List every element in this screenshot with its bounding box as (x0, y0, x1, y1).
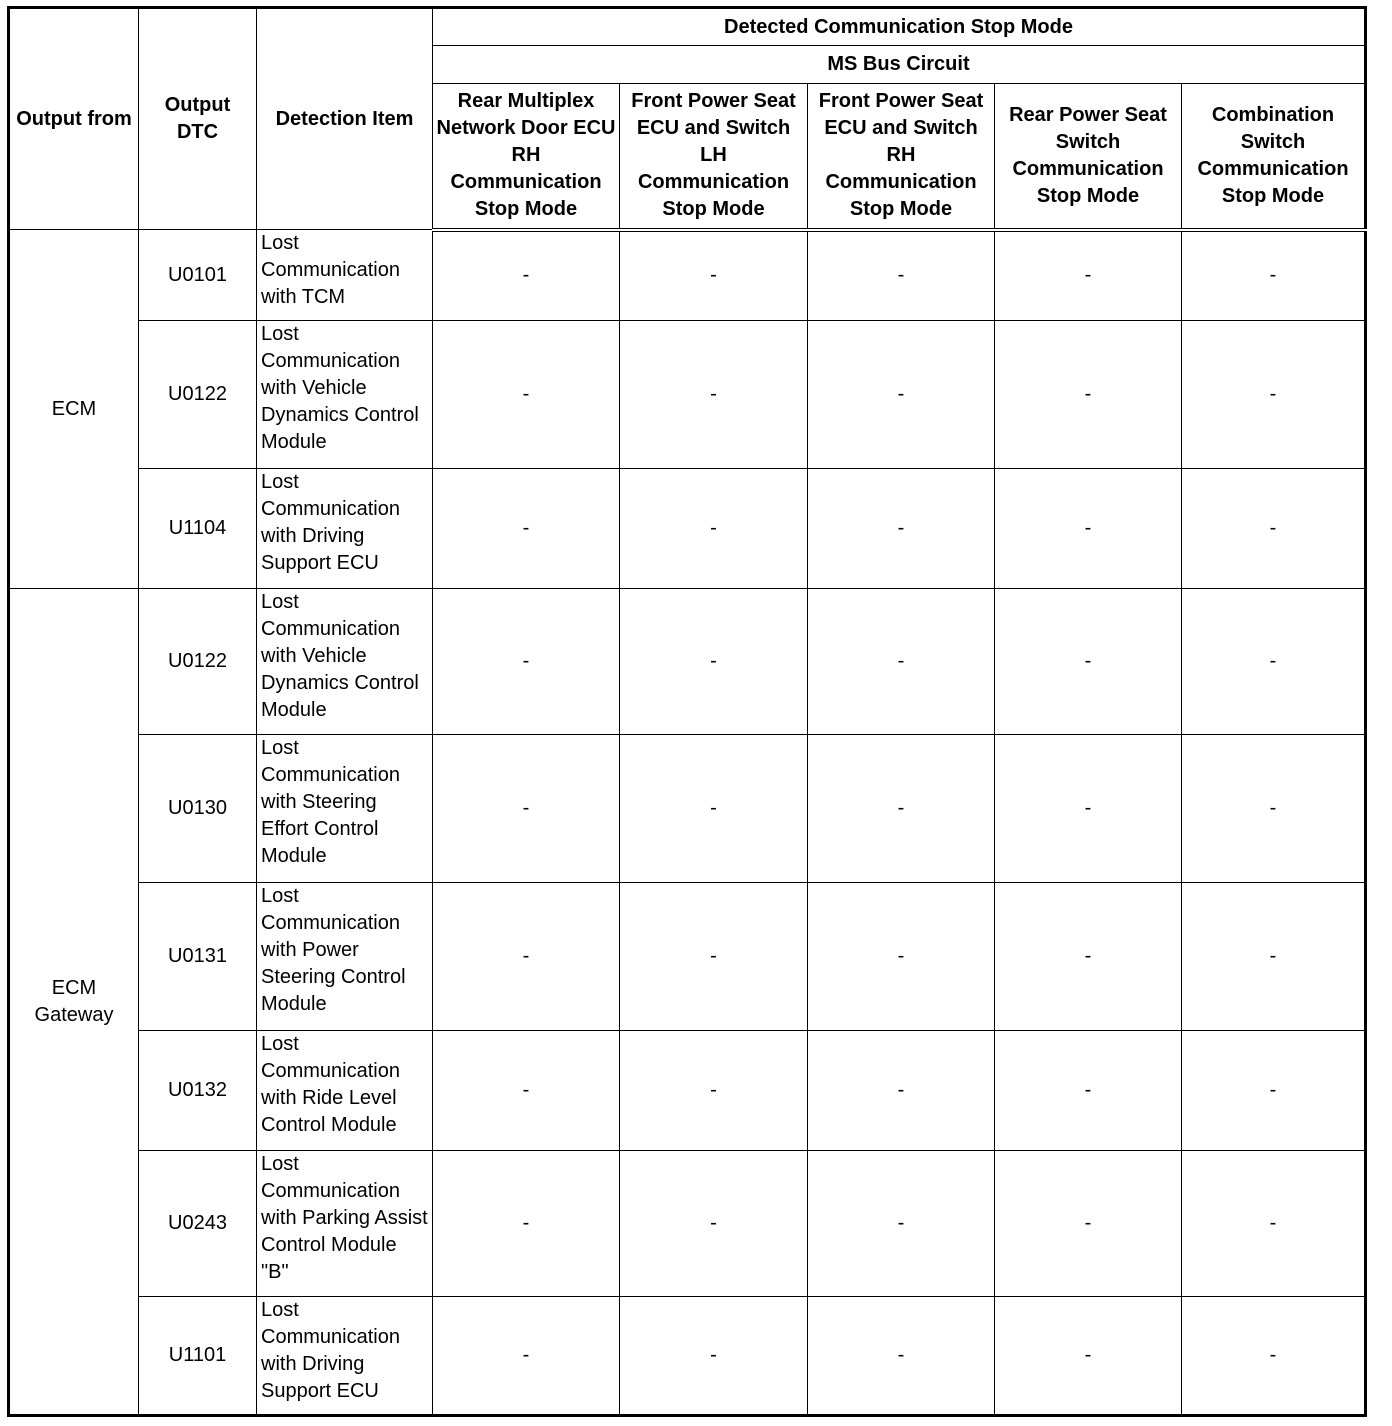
detection-item-cell: Lost Communication with Parking Assist Control Module "B" (257, 1151, 433, 1297)
mode-value-cell: - (620, 321, 808, 469)
mode-value-cell: - (995, 883, 1182, 1031)
mode-value-cell: - (808, 589, 995, 735)
output-from-cell: ECM Gateway (9, 589, 139, 1416)
table-row (9, 321, 1366, 469)
header-mode: Front Power Seat ECU and Switch RH Communication Stop Mode (808, 84, 995, 230)
detection-item-cell: Lost Communication with Vehicle Dynamics Control Module (257, 589, 433, 735)
dtc-cell: U0243 (139, 1151, 257, 1297)
mode-value-cell: - (995, 1151, 1182, 1297)
table-row (9, 883, 1366, 1031)
mode-value-cell: - (995, 589, 1182, 735)
header-output-dtc: Output DTC (139, 8, 257, 230)
mode-value-cell: - (1182, 230, 1366, 321)
mode-value-cell: - (433, 883, 620, 1031)
table-row (9, 1031, 1366, 1151)
mode-value-cell: - (620, 589, 808, 735)
mode-value-cell: - (1182, 469, 1366, 589)
mode-value-cell: - (808, 1297, 995, 1416)
header-mode: Combination Switch Communication Stop Mode (1182, 84, 1366, 230)
mode-value-cell: - (808, 1151, 995, 1297)
detection-item-cell: Lost Communication with Driving Support ECU (257, 469, 433, 589)
mode-value-cell: - (995, 230, 1182, 321)
table-row (9, 735, 1366, 883)
dtc-cell: U0122 (139, 589, 257, 735)
dtc-cell: U0132 (139, 1031, 257, 1151)
mode-value-cell: - (620, 1031, 808, 1151)
detection-item-cell: Lost Communication with Ride Level Control Module (257, 1031, 433, 1151)
mode-value-cell: - (995, 321, 1182, 469)
table-row (9, 1297, 1366, 1416)
mode-value-cell: - (808, 883, 995, 1031)
dtc-cell: U1101 (139, 1297, 257, 1416)
header-output-from: Output from (9, 8, 139, 230)
header-detection-item: Detection Item (257, 8, 433, 230)
mode-value-cell: - (433, 589, 620, 735)
header-mode: Rear Multiplex Network Door ECU RH Communication Stop Mode (433, 84, 620, 230)
dtc-cell: U1104 (139, 469, 257, 589)
mode-value-cell: - (620, 735, 808, 883)
mode-value-cell: - (808, 230, 995, 321)
output-from-cell: ECM (9, 230, 139, 589)
mode-value-cell: - (808, 1031, 995, 1151)
mode-value-cell: - (433, 469, 620, 589)
dtc-communication-table (7, 6, 1367, 1417)
mode-value-cell: - (808, 469, 995, 589)
mode-value-cell: - (620, 1297, 808, 1416)
dtc-cell: U0101 (139, 230, 257, 321)
mode-value-cell: - (1182, 883, 1366, 1031)
mode-value-cell: - (1182, 735, 1366, 883)
detection-item-cell: Lost Communication with Vehicle Dynamics Control Module (257, 321, 433, 469)
table-row (9, 230, 1366, 321)
header-ms-bus-circuit: MS Bus Circuit (433, 46, 1366, 84)
mode-value-cell: - (433, 735, 620, 883)
table-row (9, 1151, 1366, 1297)
mode-value-cell: - (1182, 321, 1366, 469)
header-mode: Front Power Seat ECU and Switch LH Communication Stop Mode (620, 84, 808, 230)
mode-value-cell: - (620, 469, 808, 589)
detection-item-cell: Lost Communication with TCM (257, 230, 433, 321)
header-detected-stop-mode: Detected Communication Stop Mode (433, 8, 1366, 46)
mode-value-cell: - (433, 230, 620, 321)
table-row (9, 469, 1366, 589)
table-row (9, 589, 1366, 735)
mode-value-cell: - (995, 735, 1182, 883)
mode-value-cell: - (433, 1031, 620, 1151)
mode-value-cell: - (995, 1297, 1182, 1416)
mode-value-cell: - (620, 230, 808, 321)
mode-value-cell: - (808, 321, 995, 469)
detection-item-cell: Lost Communication with Steering Effort Control Module (257, 735, 433, 883)
mode-value-cell: - (1182, 1031, 1366, 1151)
mode-value-cell: - (808, 735, 995, 883)
mode-value-cell: - (995, 1031, 1182, 1151)
dtc-cell: U0122 (139, 321, 257, 469)
detection-item-cell: Lost Communication with Power Steering Control Module (257, 883, 433, 1031)
mode-value-cell: - (433, 1151, 620, 1297)
mode-value-cell: - (1182, 589, 1366, 735)
detection-item-cell: Lost Communication with Driving Support ECU (257, 1297, 433, 1416)
mode-value-cell: - (620, 883, 808, 1031)
mode-value-cell: - (620, 1151, 808, 1297)
dtc-cell: U0130 (139, 735, 257, 883)
mode-value-cell: - (995, 469, 1182, 589)
dtc-cell: U0131 (139, 883, 257, 1031)
mode-value-cell: - (1182, 1151, 1366, 1297)
mode-value-cell: - (433, 1297, 620, 1416)
mode-value-cell: - (433, 321, 620, 469)
header-mode: Rear Power Seat Switch Communication Stop Mode (995, 84, 1182, 230)
mode-value-cell: - (1182, 1297, 1366, 1416)
